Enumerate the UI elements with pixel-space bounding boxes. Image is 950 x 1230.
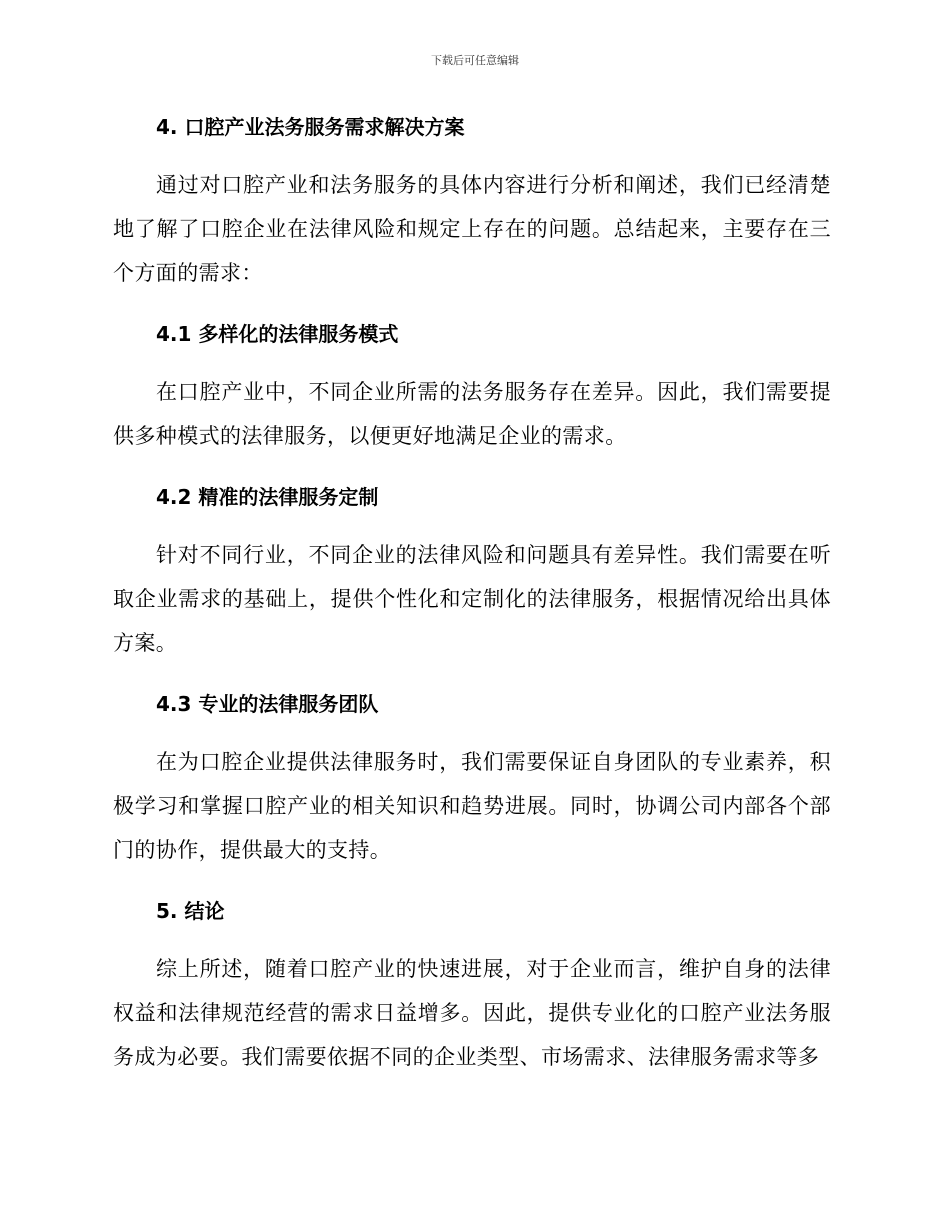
section-heading-4-1: 4.1 多样化的法律服务模式 (156, 322, 399, 346)
section-paragraph-4-2: 针对不同行业，不同企业的法律风险和问题具有差异性。我们需要在听取企业需求的基础上，提供个性化和定制化的法律服务，根据情况给出具体方案。 (113, 543, 831, 655)
section-heading-5: 5. 结论 (156, 899, 225, 923)
section-paragraph-4: 通过对口腔产业和法务服务的具体内容进行分析和阐述，我们已经清楚地了解了口腔企业在法律风险和规定上存在的问题。总结起来，主要存在三个方面的需求： (113, 173, 831, 285)
document-body (113, 112, 831, 1079)
section-heading-4: 4. 口腔产业法务服务需求解决方案 (156, 115, 465, 139)
section-heading-4-2: 4.2 精准的法律服务定制 (156, 485, 379, 509)
section-heading-4-3: 4.3 专业的法律服务团队 (156, 692, 379, 716)
page-header-note: 下载后可任意编辑 (431, 54, 519, 67)
section-paragraph-4-1: 在口腔产业中，不同企业所需的法务服务存在差异。因此，我们需要提供多种模式的法律服务，以便更好地满足企业的需求。 (113, 380, 831, 448)
section-paragraph-4-3: 在为口腔企业提供法律服务时，我们需要保证自身团队的专业素养，积极学习和掌握口腔产业的相关知识和趋势进展。同时，协调公司内部各个部门的协作，提供最大的支持。 (113, 750, 831, 862)
section-paragraph-5: 综上所述，随着口腔产业的快速进展，对于企业而言，维护自身的法律权益和法律规范经营的需求日益增多。因此，提供专业化的口腔产业法务服务成为必要。我们需要依据不同的企业类型、市场需求、法律服务需求等多 (113, 957, 831, 1069)
